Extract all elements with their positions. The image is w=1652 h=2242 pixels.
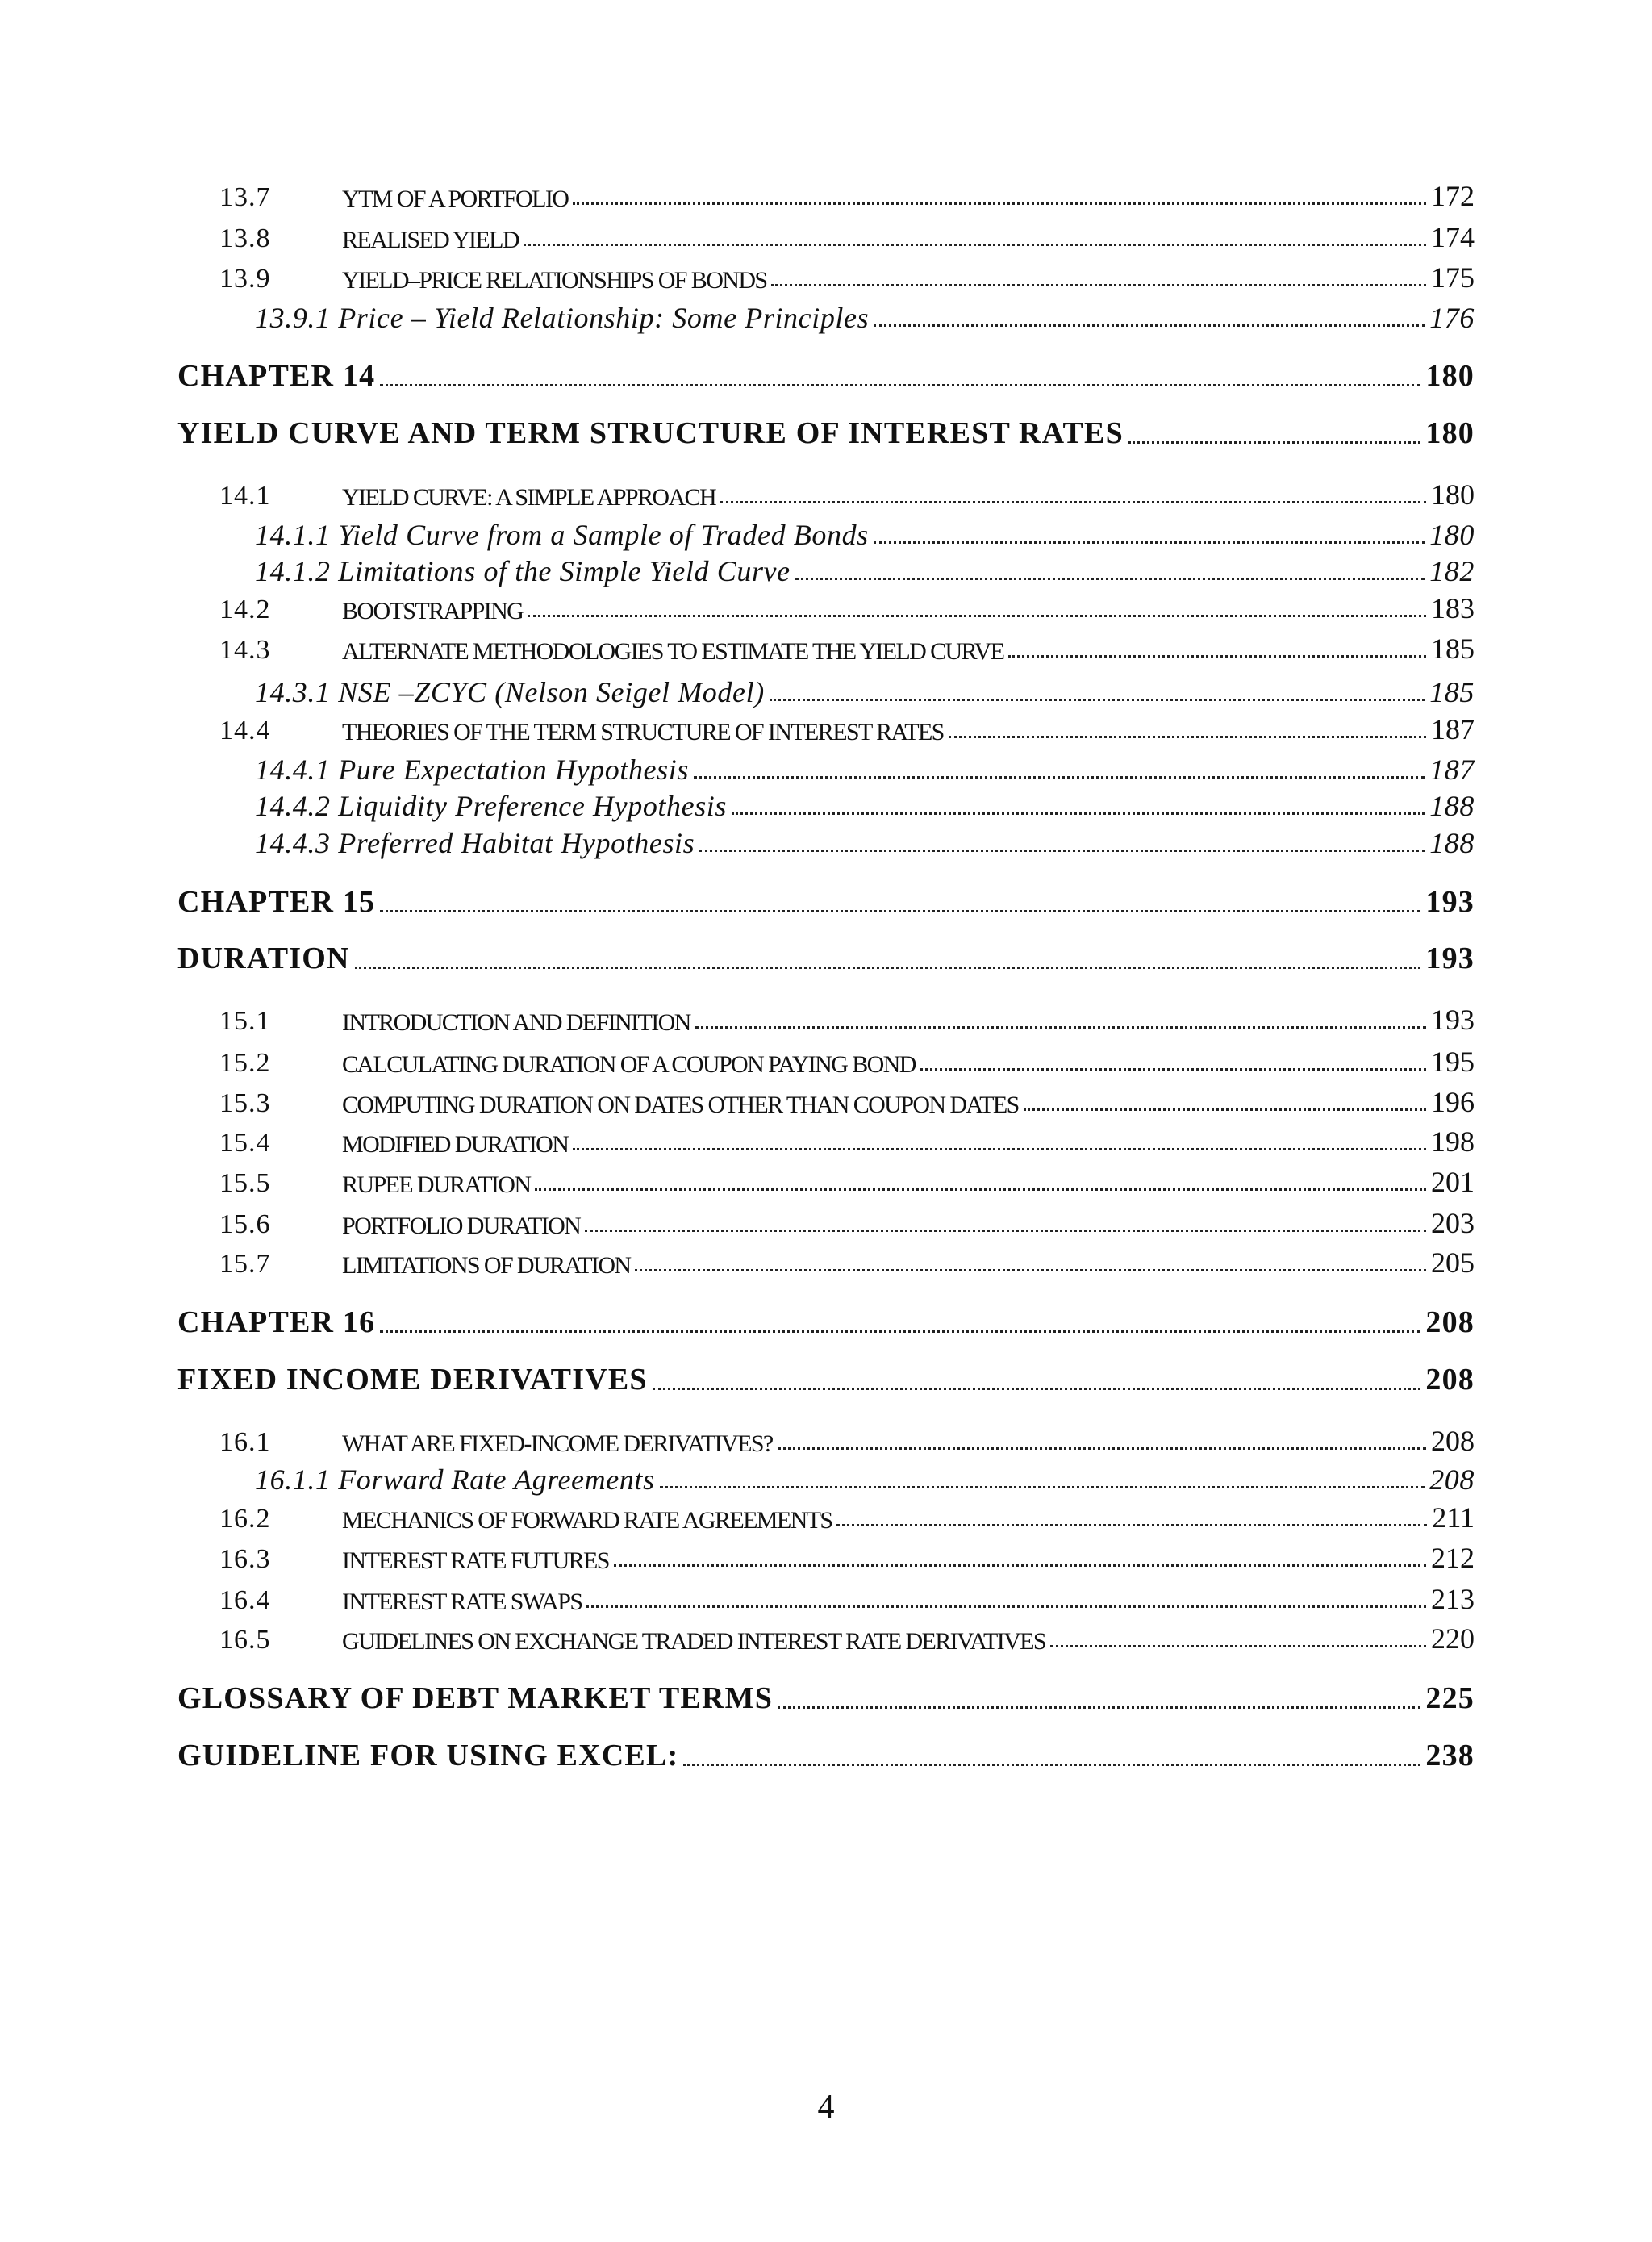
toc-section[interactable]: [177, 220, 1475, 254]
toc-heading[interactable]: [177, 358, 1475, 394]
entry-title: 14.4.1 Pure Expectation Hypothesis: [255, 754, 689, 786]
entry-title: DURATION: [177, 941, 350, 975]
toc-subsection[interactable]: [177, 753, 1475, 787]
section-number: 16.5: [219, 1625, 271, 1655]
toc-section[interactable]: [177, 712, 1475, 746]
entry-page-number: 187: [1429, 754, 1475, 786]
entry-title: COMPUTING DURATION ON DATES OTHER THAN COUPON DATES: [342, 1092, 1019, 1118]
toc-section[interactable]: [177, 591, 1475, 625]
section-number: 14.2: [219, 595, 271, 624]
toc-heading[interactable]: [177, 1680, 1475, 1716]
entry-page-number: 225: [1425, 1681, 1475, 1715]
dot-leader: [836, 1524, 1427, 1526]
dot-leader: [535, 1188, 1426, 1191]
toc-subsection[interactable]: [177, 826, 1475, 860]
dot-leader: [699, 850, 1425, 852]
entry-page-number: 188: [1429, 790, 1475, 822]
dot-leader: [573, 1148, 1426, 1150]
entry-page-number: 208: [1425, 1363, 1475, 1397]
toc-section[interactable]: [177, 632, 1475, 666]
dot-leader: [949, 736, 1426, 738]
toc-section[interactable]: [177, 478, 1475, 511]
dot-leader: [874, 541, 1425, 544]
toc-heading[interactable]: [177, 884, 1475, 920]
entry-title: REALISED YIELD: [342, 227, 519, 253]
dot-leader: [795, 578, 1425, 580]
entry-title: CALCULATING DURATION OF A COUPON PAYING BOND: [342, 1051, 916, 1078]
dot-leader: [586, 1605, 1426, 1608]
entry-title: 13.9.1 Price – Yield Relationship: Some Principles: [255, 302, 870, 334]
entry-title: RUPEE DURATION: [342, 1171, 531, 1198]
dot-leader: [770, 699, 1425, 701]
toc-heading[interactable]: [177, 1305, 1475, 1340]
section-number: 13.7: [219, 182, 271, 212]
entry-page-number: 174: [1431, 221, 1475, 253]
section-number: 14.1: [219, 481, 271, 511]
dot-leader: [695, 1026, 1426, 1029]
toc-subsection[interactable]: [177, 789, 1475, 823]
section-number: 15.2: [219, 1048, 271, 1078]
entry-title: CHAPTER 14: [177, 359, 376, 393]
dot-leader: [573, 202, 1426, 205]
entry-page-number: 180: [1431, 478, 1475, 511]
toc-section[interactable]: [177, 1246, 1475, 1280]
entry-page-number: 208: [1429, 1463, 1475, 1496]
entry-title: INTEREST RATE SWAPS: [342, 1589, 582, 1615]
dot-leader: [380, 910, 1420, 912]
dot-leader: [920, 1068, 1426, 1071]
dot-leader: [660, 1486, 1425, 1488]
toc-subsection[interactable]: [177, 1463, 1475, 1497]
entry-page-number: 211: [1432, 1501, 1475, 1534]
entry-title: INTEREST RATE FUTURES: [342, 1547, 609, 1574]
toc-section[interactable]: [177, 1085, 1475, 1119]
dot-leader: [683, 1764, 1420, 1766]
entry-title: YIELD–PRICE RELATIONSHIPS OF BONDS: [342, 267, 767, 294]
entry-page-number: 185: [1431, 633, 1475, 665]
entry-title: 14.1.2 Limitations of the Simple Yield Curve: [255, 555, 791, 587]
entry-title: GLOSSARY OF DEBT MARKET TERMS: [177, 1681, 774, 1715]
toc-heading[interactable]: [177, 1738, 1475, 1773]
toc-section[interactable]: [177, 1045, 1475, 1079]
entry-title: BOOTSTRAPPING: [342, 598, 524, 624]
dot-leader: [694, 776, 1425, 779]
toc-heading[interactable]: [177, 941, 1475, 976]
dot-leader: [720, 501, 1426, 503]
dot-leader: [1128, 441, 1420, 444]
section-number: 16.2: [219, 1504, 271, 1534]
dot-leader: [653, 1388, 1421, 1390]
dot-leader: [585, 1230, 1426, 1232]
entry-page-number: 198: [1431, 1125, 1475, 1158]
dot-leader: [771, 284, 1426, 286]
entry-title: THEORIES OF THE TERM STRUCTURE OF INTEREST RATES: [342, 719, 944, 745]
entry-title: 14.3.1 NSE –ZCYC (Nelson Seigel Model): [255, 676, 765, 708]
toc-section[interactable]: [177, 1541, 1475, 1575]
entry-page-number: 182: [1429, 555, 1475, 587]
dot-leader: [732, 812, 1425, 815]
section-number: 15.4: [219, 1128, 271, 1158]
dot-leader: [1008, 655, 1426, 658]
entry-title: 14.4.2 Liquidity Preference Hypothesis: [255, 790, 728, 822]
section-number: 14.3: [219, 635, 271, 665]
entry-title: MODIFIED DURATION: [342, 1131, 569, 1158]
entry-page-number: 193: [1425, 941, 1475, 975]
toc-section[interactable]: [177, 1003, 1475, 1037]
toc-section[interactable]: [177, 1622, 1475, 1655]
dot-leader: [874, 324, 1425, 327]
section-number: 15.6: [219, 1209, 271, 1239]
toc-section[interactable]: [177, 261, 1475, 294]
toc-section[interactable]: [177, 1165, 1475, 1199]
dot-leader: [528, 615, 1426, 617]
toc-section[interactable]: [177, 1501, 1475, 1534]
entry-page-number: 203: [1431, 1207, 1475, 1239]
toc-subsection[interactable]: [177, 675, 1475, 709]
dot-leader: [778, 1447, 1426, 1450]
entry-page-number: 193: [1431, 1004, 1475, 1036]
section-number: 15.3: [219, 1088, 271, 1118]
toc-section[interactable]: [177, 1125, 1475, 1159]
toc-section[interactable]: [177, 1424, 1475, 1458]
section-number: 14.4: [219, 716, 271, 745]
entry-title: CHAPTER 15: [177, 885, 376, 919]
entry-title: INTRODUCTION AND DEFINITION: [342, 1009, 690, 1036]
entry-page-number: 238: [1425, 1739, 1475, 1772]
dot-leader: [380, 1330, 1420, 1333]
entry-page-number: 188: [1429, 827, 1475, 859]
entry-page-number: 212: [1431, 1542, 1475, 1574]
entry-title: MECHANICS OF FORWARD RATE AGREEMENTS: [342, 1507, 832, 1534]
entry-title: FIXED INCOME DERIVATIVES: [177, 1363, 648, 1397]
entry-page-number: 185: [1429, 676, 1475, 708]
section-number: 15.1: [219, 1006, 271, 1036]
toc-section[interactable]: [177, 1206, 1475, 1240]
dot-leader: [380, 384, 1420, 386]
entry-title: GUIDELINE FOR USING EXCEL:: [177, 1739, 679, 1772]
entry-page-number: 187: [1431, 713, 1475, 745]
dot-leader: [778, 1706, 1420, 1709]
entry-page-number: 208: [1425, 1305, 1475, 1339]
dot-leader: [1050, 1645, 1426, 1647]
entry-page-number: 195: [1431, 1046, 1475, 1078]
entry-page-number: 205: [1431, 1246, 1475, 1279]
toc-subsection[interactable]: [177, 301, 1475, 335]
entry-page-number: 208: [1431, 1425, 1475, 1457]
section-number: 16.1: [219, 1427, 271, 1457]
dot-leader: [524, 244, 1426, 246]
entry-page-number: 180: [1425, 416, 1475, 450]
entry-page-number: 220: [1431, 1622, 1475, 1655]
section-number: 15.5: [219, 1168, 271, 1198]
entry-title: 14.4.3 Preferred Habitat Hypothesis: [255, 827, 695, 859]
entry-title: YTM OF A PORTFOLIO: [342, 186, 569, 212]
entry-page-number: 176: [1429, 302, 1475, 334]
entry-page-number: 193: [1425, 885, 1475, 919]
entry-title: 14.1.1 Yield Curve from a Sample of Traded Bonds: [255, 519, 869, 551]
entry-title: GUIDELINES ON EXCHANGE TRADED INTEREST RATE DERIVATIVES: [342, 1628, 1045, 1655]
entry-title: YIELD CURVE AND TERM STRUCTURE OF INTEREST RATES: [177, 416, 1124, 450]
entry-title: CHAPTER 16: [177, 1305, 376, 1339]
toc-subsection[interactable]: [177, 554, 1475, 588]
entry-page-number: 180: [1429, 519, 1475, 551]
toc-subsection[interactable]: [177, 518, 1475, 552]
entry-page-number: 213: [1431, 1583, 1475, 1615]
entry-page-number: 196: [1431, 1086, 1475, 1118]
toc-section[interactable]: [177, 179, 1475, 213]
section-number: 13.9: [219, 264, 271, 294]
entry-title: WHAT ARE FIXED-INCOME DERIVATIVES?: [342, 1430, 773, 1457]
section-number: 15.7: [219, 1249, 271, 1279]
dot-leader: [614, 1564, 1426, 1567]
toc-section[interactable]: [177, 1582, 1475, 1616]
page-number: 4: [817, 2089, 835, 2126]
section-number: 16.4: [219, 1585, 271, 1615]
section-number: 16.3: [219, 1544, 271, 1574]
entry-page-number: 183: [1431, 592, 1475, 624]
entry-title: LIMITATIONS OF DURATION: [342, 1252, 631, 1279]
entry-title: 16.1.1 Forward Rate Agreements: [255, 1463, 655, 1496]
dot-leader: [635, 1269, 1426, 1271]
entry-title: ALTERNATE METHODOLOGIES TO ESTIMATE THE YIELD CURVE: [342, 638, 1004, 665]
dot-leader: [1024, 1108, 1426, 1111]
entry-title: YIELD CURVE: A SIMPLE APPROACH: [342, 484, 716, 511]
entry-title: PORTFOLIO DURATION: [342, 1213, 581, 1239]
entry-page-number: 180: [1425, 359, 1475, 393]
dot-leader: [355, 967, 1421, 969]
entry-page-number: 201: [1431, 1166, 1475, 1198]
entry-page-number: 175: [1431, 261, 1475, 294]
toc-heading[interactable]: [177, 415, 1475, 451]
toc-heading[interactable]: [177, 1362, 1475, 1397]
section-number: 13.8: [219, 223, 271, 253]
entry-page-number: 172: [1431, 180, 1475, 212]
